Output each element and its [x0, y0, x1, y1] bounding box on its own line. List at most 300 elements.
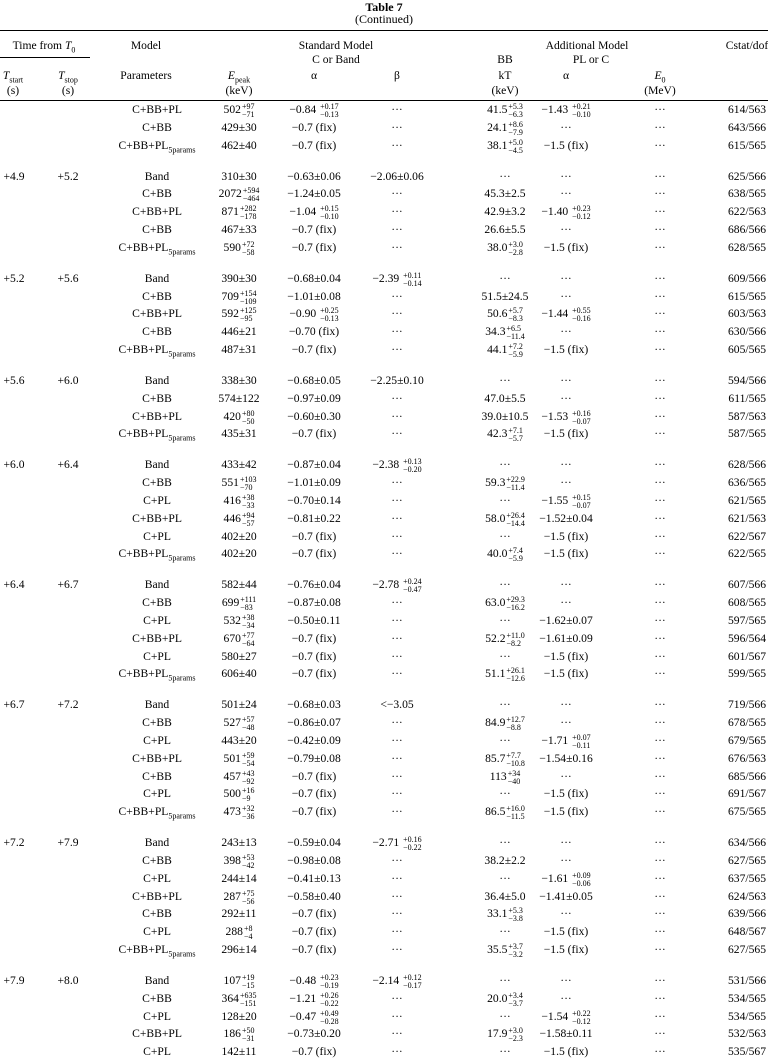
model-name: C+BB+PL [132, 752, 182, 765]
kt-cell-value: ··· [499, 170, 511, 183]
model-name: C+BB [142, 476, 172, 489]
epeak-cell-value: 435±31 [221, 427, 257, 440]
alpha2-cell [539, 632, 592, 646]
alpha2-cell [560, 907, 572, 921]
model-name: C+BB+PL [118, 667, 169, 680]
beta-cell-value: ··· [391, 667, 403, 680]
kt-cell-value: ··· [499, 272, 511, 285]
alpha2-cell-error [572, 307, 591, 323]
alpha2-cell [539, 512, 592, 526]
kt-cell-upper: +34 [507, 769, 521, 778]
kt-cell-lower: −40 [507, 777, 521, 786]
kt-cell-error [506, 596, 525, 612]
kt-cell-upper: +3.0 [508, 240, 523, 249]
kt-cell-lower: −5.9 [508, 350, 523, 359]
kt-cell [490, 770, 520, 786]
model-name: C+BB+PL [132, 632, 182, 645]
e0-cell-value: ··· [654, 205, 666, 218]
kt-cell-upper: +3.7 [508, 942, 523, 951]
alpha2-cell [560, 992, 572, 1006]
kt-cell [484, 890, 525, 904]
kt-cell [499, 787, 511, 801]
beta-cell [391, 907, 403, 921]
alpha-cell-error [320, 992, 339, 1008]
tstart-cell: +6.0 [3, 458, 25, 471]
alpha2-cell-value: ··· [560, 272, 572, 285]
epeak-cell-error [242, 632, 255, 648]
kt-cell-value: 38.0 [487, 241, 508, 254]
alpha2-cell-error [572, 205, 591, 221]
beta-cell-value: ··· [391, 494, 403, 507]
kt-cell-error [508, 992, 523, 1008]
kt-cell [499, 974, 511, 988]
beta-cell-upper: +0.24 [403, 577, 422, 586]
alpha2-cell-error [572, 1010, 591, 1026]
epeak-cell-error [242, 974, 255, 990]
alpha2-cell [560, 121, 572, 135]
alpha2-cell-value: ··· [560, 716, 572, 729]
alpha-cell-value: −0.58±0.40 [287, 890, 341, 903]
alpha2-cell [544, 787, 589, 801]
e0-cell-value: ··· [654, 752, 666, 765]
epeak-cell-upper: +97 [241, 102, 255, 111]
cstat-cell: 535/567 [727, 1045, 766, 1058]
kt-cell-upper: +3.0 [508, 1026, 523, 1035]
epeak-cell [224, 890, 255, 906]
time-group-rule [0, 57, 90, 58]
e0-cell-value: ··· [654, 476, 666, 489]
e0-cell [654, 872, 666, 886]
kt-cell-upper: +5.7 [508, 306, 523, 315]
epeak-cell-error [240, 476, 257, 492]
beta-cell-value: ··· [391, 410, 403, 423]
epeak-cell-value: 244±14 [221, 872, 257, 885]
alpha2-cell [560, 170, 572, 184]
e0-cell-value: ··· [654, 512, 666, 525]
kt-cell [485, 596, 525, 612]
alpha2-cell-error [572, 734, 591, 750]
beta-cell-upper: +0.16 [403, 835, 422, 844]
alpha-cell [287, 854, 340, 868]
kt-cell-lower: −3.2 [508, 950, 523, 959]
alpha-cell-value: −0.68±0.03 [287, 698, 341, 711]
beta-cell-value: ··· [391, 1045, 403, 1058]
table-title: Table 7 [365, 0, 403, 14]
e0-cell [654, 121, 666, 135]
model-cell [142, 187, 172, 201]
kt-cell-upper: +7.1 [508, 426, 523, 435]
alpha2-cell-value: −1.55 [541, 494, 572, 507]
e0-cell-value: ··· [654, 427, 666, 440]
alpha2-cell-value: ··· [560, 325, 572, 338]
beta-cell [391, 787, 403, 801]
cstat-cell: 531/566 [727, 974, 766, 987]
kt-cell [484, 392, 525, 406]
beta-cell-value: ··· [391, 290, 403, 303]
alpha2-cell-lower: −0.12 [572, 1017, 591, 1026]
kt-cell-error [506, 716, 525, 732]
kt-cell-upper: +5.3 [508, 102, 523, 111]
alpha2-cell [544, 1045, 589, 1059]
beta-cell-value: −2.38 [372, 458, 403, 471]
alpha-cell [289, 205, 338, 221]
kt-cell-value: ··· [499, 698, 511, 711]
c-or-band-header: C or Band [312, 53, 360, 66]
beta-cell [391, 205, 403, 219]
epeak-cell [224, 770, 255, 786]
epeak-cell-upper: +635 [239, 991, 257, 1000]
beta-cell-value: ··· [391, 890, 403, 903]
alpha-cell-value: −1.24±0.05 [287, 187, 341, 200]
kt-cell [485, 325, 525, 341]
e0-cell [654, 716, 666, 730]
alpha2-cell-value: ··· [560, 121, 572, 134]
e0-cell [654, 614, 666, 628]
epeak-cell-upper: +94 [241, 511, 255, 520]
model-name: C+BB [142, 770, 172, 783]
alpha-cell [287, 578, 340, 592]
cstat-cell: 587/563 [727, 410, 766, 423]
kt-cell-upper: +22.9 [506, 475, 525, 484]
alpha-cell-value: −0.70 (fix) [288, 325, 340, 338]
kt-cell [487, 427, 523, 443]
e0-cell-value: ··· [654, 992, 666, 1005]
model-cell [142, 223, 172, 237]
e0-cell-value: ··· [654, 241, 666, 254]
cstat-cell: 622/565 [727, 547, 766, 560]
e0-cell-value: ··· [654, 458, 666, 471]
epeak-cell-error [242, 854, 255, 870]
epeak-cell-lower: −178 [239, 212, 257, 221]
alpha-cell [287, 410, 340, 424]
beta-cell-value: −2.71 [372, 836, 403, 849]
kt-cell-value: ··· [499, 578, 511, 591]
epeak-cell [224, 716, 255, 732]
alpha-cell-error [320, 307, 339, 323]
model-name: C+BB [142, 392, 172, 405]
epeak-cell [221, 547, 256, 561]
alpha-cell-value: −1.01±0.09 [287, 476, 341, 489]
alpha2-cell-value: ··· [560, 374, 572, 387]
model-name: C+BB [142, 907, 172, 920]
epeak-cell-value: 473 [223, 805, 241, 818]
alpha2-cell [560, 974, 572, 988]
model-cell [119, 139, 196, 153]
epeak-cell-value: 502 [223, 103, 241, 116]
beta-cell [391, 307, 403, 321]
alpha2-cell-value: −1.43 [541, 103, 572, 116]
epeak-cell-lower: −109 [239, 297, 257, 306]
beta-cell-value: ··· [391, 223, 403, 236]
epeak-cell [218, 392, 259, 406]
kt-cell-lower: −11.4 [506, 483, 525, 492]
alpha2-cell [541, 734, 590, 750]
alpha-cell-value: −0.7 (fix) [291, 770, 337, 783]
model-subscript: 5params [168, 247, 196, 257]
alpha2-cell [541, 103, 590, 119]
epeak-cell [222, 307, 257, 323]
epeak-cell-lower: −151 [239, 999, 257, 1008]
epeak-cell-error [242, 1027, 255, 1043]
e0-cell-value: ··· [654, 103, 666, 116]
epeak-cell-upper: +594 [242, 186, 260, 195]
alpha2-cell [544, 427, 589, 441]
alpha2-cell-lower: −0.07 [572, 417, 591, 426]
epeak-cell-value: 582±44 [221, 578, 257, 591]
cstat-cell: 596/564 [727, 632, 766, 645]
model-cell [142, 992, 172, 1006]
kt-cell-lower: −11.5 [506, 812, 525, 821]
alpha-cell-value: −0.90 [289, 307, 320, 320]
kt-cell [499, 272, 511, 286]
alpha2-cell [544, 241, 589, 255]
alpha-cell-value: −0.7 (fix) [291, 907, 337, 920]
epeak-cell-lower: −92 [241, 777, 255, 786]
beta-cell [391, 770, 403, 784]
additional-model-header: Additional Model [545, 39, 629, 52]
epeak-cell-value: 402±20 [221, 530, 257, 543]
kt-cell [499, 650, 511, 664]
epeak-cell-value: 128±20 [221, 1010, 257, 1023]
epeak-cell-lower: −31 [241, 1034, 255, 1043]
e0-cell-value: ··· [654, 787, 666, 800]
cstat-cell: 615/565 [727, 290, 766, 303]
cstat-cell: 601/567 [727, 650, 766, 663]
alpha2-cell-value: −1.41±0.05 [539, 890, 593, 903]
beta-cell-value: ··· [391, 925, 403, 938]
kt-cell-value: ··· [499, 787, 511, 800]
alpha-cell [292, 530, 337, 544]
cstat-cell: 609/566 [727, 272, 766, 285]
model-cell [142, 854, 172, 868]
beta-cell [391, 1045, 403, 1059]
kt-cell [484, 854, 525, 868]
model-subscript: 5params [168, 949, 196, 959]
epeak-cell [221, 170, 256, 184]
alpha-cell-value: −0.97±0.09 [287, 392, 341, 405]
epeak-cell-value: 670 [223, 632, 241, 645]
epeak-cell-value: 416 [223, 494, 241, 507]
model-cell [132, 890, 182, 904]
model-cell [132, 752, 182, 766]
kt-cell-error [507, 325, 525, 341]
alpha-cell [287, 836, 340, 850]
tstop-cell: +5.2 [57, 170, 79, 183]
model-name: Band [144, 698, 170, 711]
alpha2-cell-value: ··· [560, 907, 572, 920]
kt-cell-error [508, 547, 523, 563]
alpha2-cell-value: −1.5 (fix) [543, 925, 589, 938]
kt-cell-upper: +16.0 [506, 804, 525, 813]
epeak-header: $E_{peak}$ [227, 69, 251, 85]
alpha-cell-value: −0.81±0.22 [287, 512, 341, 525]
kt-cell-value: ··· [499, 458, 511, 471]
model-cell [145, 458, 169, 472]
tstop-cell: +8.0 [57, 974, 79, 987]
epeak-cell-upper: +111 [240, 595, 257, 604]
epeak-cell-value: 2072 [218, 187, 242, 200]
e0-cell [654, 272, 666, 286]
kt-cell-value: 38.1 [487, 139, 508, 152]
epeak-cell-value: 292±11 [221, 907, 257, 920]
cstat-cell: 594/566 [727, 374, 766, 387]
alpha-cell-upper: +0.49 [320, 1009, 339, 1018]
cstat-cell: 534/565 [727, 1010, 766, 1023]
model-name: C+BB+PL [132, 410, 182, 423]
beta-cell-value: ··· [391, 530, 403, 543]
cstat-cell: 608/565 [727, 596, 766, 609]
model-name: Band [144, 578, 170, 591]
kt-cell [485, 512, 525, 528]
model-cell [132, 512, 182, 526]
kt-cell-error [508, 103, 523, 119]
alpha2-cell [539, 890, 592, 904]
cstat-cell: 627/565 [727, 854, 766, 867]
epeak-cell-value: 107 [223, 974, 241, 987]
kt-cell-value: ··· [499, 494, 511, 507]
kt-cell-value: 38.2±2.2 [484, 854, 526, 867]
alpha-cell [287, 494, 340, 508]
alpha2-cell-lower: −0.10 [572, 110, 591, 119]
model-name: C+BB+PL [118, 943, 169, 956]
epeak-cell-lower: −42 [241, 861, 255, 870]
epeak-cell-value: 527 [223, 716, 241, 729]
alpha2-cell-value: −1.5 (fix) [543, 547, 589, 560]
kt-cell-lower: −2.3 [508, 1034, 523, 1043]
model-cell [143, 1010, 171, 1024]
epeak-cell [222, 1045, 257, 1059]
kt-cell [499, 530, 511, 544]
kt-cell-error [506, 805, 525, 821]
kt-cell-error [508, 770, 521, 786]
epeak-cell-upper: +8 [243, 924, 253, 933]
e0-cell-value: ··· [654, 547, 666, 560]
alpha-cell [287, 187, 340, 201]
model-name: Band [144, 836, 170, 849]
beta-cell [391, 890, 403, 904]
time-from-t0-header: Time from $T_0$ [12, 39, 76, 55]
kt-cell-value: 40.0 [487, 547, 508, 560]
epeak-cell-value: 446 [223, 512, 241, 525]
alpha2-cell [560, 290, 572, 304]
epeak-cell-lower: −71 [241, 110, 255, 119]
e0-cell-value: ··· [654, 170, 666, 183]
alpha-cell [287, 890, 340, 904]
beta-cell-value: ··· [391, 614, 403, 627]
epeak-cell [221, 667, 256, 681]
alpha2-cell-value: −1.5 (fix) [543, 667, 589, 680]
alpha-cell-value: −0.87±0.08 [287, 596, 341, 609]
beta-cell-lower: −0.14 [403, 279, 422, 288]
beta-cell-value: ··· [391, 512, 403, 525]
model-cell [119, 427, 196, 441]
e0-cell-value: ··· [654, 925, 666, 938]
beta-cell-value: ··· [391, 907, 403, 920]
cstat-cell: 603/563 [727, 307, 766, 320]
alpha2-cell [560, 596, 572, 610]
e0-header: $E_0$ [654, 69, 666, 85]
alpha2-cell-value: −1.5 (fix) [543, 943, 589, 956]
cstat-cell: 615/565 [727, 139, 766, 152]
epeak-cell [224, 787, 255, 803]
epeak-cell-upper: +103 [239, 475, 257, 484]
kt-cell-error [508, 943, 523, 959]
kt-cell-value: ··· [499, 974, 511, 987]
kt-cell-upper: +3.4 [508, 991, 523, 1000]
beta-cell [391, 596, 403, 610]
beta-cell [391, 187, 403, 201]
e0-cell [654, 476, 666, 490]
epeak-cell-lower: −58 [241, 248, 255, 257]
kt-cell [499, 925, 511, 939]
alpha-cell-value: −0.79±0.08 [287, 752, 341, 765]
beta-cell-value: ··· [391, 139, 403, 152]
epeak-cell [224, 241, 255, 257]
epeak-cell [224, 1027, 255, 1043]
tstop-cell: +6.7 [57, 578, 79, 591]
beta-cell-error [403, 272, 422, 288]
epeak-cell-error [242, 716, 255, 732]
e0-cell [654, 205, 666, 219]
epeak-cell [221, 943, 256, 957]
epeak-cell-lower: −70 [239, 483, 253, 492]
model-cell [132, 103, 182, 117]
e0-cell-value: ··· [654, 614, 666, 627]
model-name: C+BB+PL [118, 139, 169, 152]
alpha2-cell [544, 943, 589, 957]
e0-cell-value: ··· [654, 223, 666, 236]
beta-cell-value: −2.14 [372, 974, 403, 987]
alpha2-cell-lower: −0.11 [572, 741, 591, 750]
epeak-cell-upper: +59 [241, 751, 255, 760]
alpha2-cell-value: ··· [560, 187, 572, 200]
beta-cell-lower: −0.47 [403, 585, 422, 594]
epeak-cell-value: 402±20 [221, 547, 257, 560]
beta-cell [391, 752, 403, 766]
epeak-cell [222, 992, 257, 1008]
kt-cell-value: 50.6 [487, 307, 508, 320]
alpha2-cell-value: ··· [560, 836, 572, 849]
kt-cell-upper: +26.1 [506, 666, 525, 675]
tstop-cell: +6.4 [57, 458, 79, 471]
alpha-cell [287, 1027, 340, 1041]
alpha-cell-value: −0.59±0.04 [287, 836, 341, 849]
epeak-cell-error [242, 805, 255, 821]
alpha2-cell [544, 139, 589, 153]
e0-cell [654, 752, 666, 766]
kt-cell [485, 476, 525, 492]
alpha2-cell [544, 667, 589, 681]
model-subscript: 5params [168, 349, 196, 359]
kt-cell-upper: +5.3 [508, 906, 523, 915]
epeak-cell-upper: +75 [241, 889, 255, 898]
beta-cell-value: ··· [391, 872, 403, 885]
cstat-cell: 622/567 [727, 530, 766, 543]
pl-or-c-header: PL or C [572, 53, 610, 66]
beta-cell [372, 272, 421, 288]
epeak-cell [222, 205, 257, 221]
alpha-cell [292, 925, 337, 939]
e0-cell [654, 392, 666, 406]
kt-cell [499, 734, 511, 748]
beta-cell [391, 547, 403, 561]
tstart-cell: +5.6 [3, 374, 25, 387]
alpha-cell-value: −0.7 (fix) [291, 650, 337, 663]
beta-cell-value: ··· [391, 805, 403, 818]
model-cell [142, 770, 172, 784]
alpha-cell-value: −0.7 (fix) [291, 632, 337, 645]
e0-cell-value: ··· [654, 836, 666, 849]
